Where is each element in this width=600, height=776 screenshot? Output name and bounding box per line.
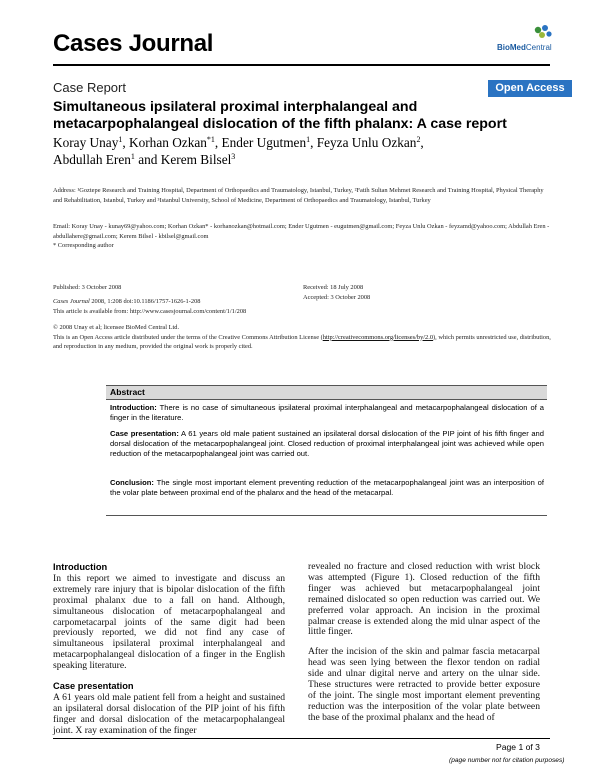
abstract-case-presentation	[110, 429, 544, 459]
header-rule	[53, 64, 550, 66]
accepted-date: Accepted: 3 October 2008	[303, 293, 371, 301]
received-date: Received: 18 July 2008	[303, 284, 364, 291]
author-name: Korhan Ozkan	[129, 135, 207, 150]
author-name: Feyza Unlu Ozkan	[316, 135, 417, 150]
author-affiliation: 2	[416, 135, 421, 144]
abstract-label: Conclusion:	[110, 478, 154, 487]
copyright-line: © 2008 Unay et al; licensee BioMed Central Ltd.	[53, 324, 180, 331]
author-affiliation: 1	[306, 135, 311, 144]
abstract-heading: Abstract	[110, 387, 145, 397]
publisher-brand-suffix: Central	[525, 43, 552, 52]
abstract-text: The single most important element preventing reduction of the metacarpophalangeal joint was an interposition of the volar plate between proximal end of the phalanx and the head of the metacarpal.	[110, 478, 544, 497]
published-date: Published: 3 October 2008	[53, 284, 122, 291]
journal-title: Cases Journal	[53, 30, 214, 57]
citation-doi: 2008, 1:208 doi:10.1186/1757-1626-1-208	[89, 298, 201, 305]
publisher-name	[497, 43, 552, 52]
author-emails: Email: Koray Unay - kunay69@yahoo.com; Korhan Ozkan* - korhanozkan@hotmail.com; Ender Ugutmen - eugutmen@gmail.com; Feyza Unlu Ozkan - feyzamd@yahoo.com; Abdullah Eren - abdullahere@gmail.com; Kerem Bilsel - kbilsel@gmail.com	[53, 223, 550, 240]
body-right-column	[308, 562, 540, 733]
license-block	[53, 323, 558, 352]
corresponding-author-note: * Corresponding author	[53, 242, 114, 249]
surgery-paragraph: After the incision of the skin and palmar fascia metacarpal head was seen lying between the flexor tendon on radial side and ulnar digital nerve and artery on the ulnar side. These structures were retracted to provide better exposure of the joint. The single most important element preventing reduction was the interposition of the volar plate between the base of the proximal phalanx and the head of	[308, 646, 540, 723]
license-line	[53, 333, 558, 352]
license-link[interactable]: http://creativecommons.org/licenses/by/2.0	[322, 333, 434, 341]
author-affiliation: 1	[118, 135, 123, 144]
abstract-header	[106, 385, 547, 400]
license-text-pre: This is an Open Access article distributed under the terms of the Creative Commons Attribution License (	[53, 333, 323, 341]
license-text-post: ), which permits unrestricted use, distribution, and reproduction in any medium, provided the original work is properly cited.	[53, 333, 551, 351]
abstract-conclusion	[110, 478, 544, 498]
abstract-label: Introduction:	[110, 403, 157, 412]
page-number-note: (page number not for citation purposes)	[449, 757, 565, 764]
author-name: Koray Unay	[53, 135, 119, 150]
abstract-divider	[106, 399, 547, 400]
section-heading-case-presentation: Case presentation	[53, 681, 134, 692]
publisher-brand: BioMed	[497, 43, 526, 52]
author-name: Kerem Bilsel	[160, 152, 232, 167]
citation-line	[53, 297, 553, 307]
author-affiliation: 1	[130, 152, 135, 161]
author-name: Ender Ugutmen	[221, 135, 307, 150]
author-affiliation: *1	[206, 135, 215, 144]
section-heading-introduction: Introduction	[53, 562, 108, 572]
citation-block	[53, 297, 553, 316]
introduction-paragraph: In this report we aimed to investigate and discuss an extremely rare injury that is bipolar dislocation of the fifth proximal phalanx due to a fall on hand. Although, simultaneous dislocation of metacarpophalangeal and carpometacarpal joints of the same digit had been previously reported, we did not find any case of simultaneous ipsilateral proximal interphalangeal and metacarpophalangeal dislocation of a finger in the English speaking literature.	[53, 572, 285, 672]
author-addresses: Address: ¹Goztepe Research and Training Hospital, Department of Orthopaedics and Traumatology, Istanbul, Turkey, ²Fatih Sultan Mehmet Research and Training Hospital, Physical Theraphy and Rehabilitation, Istanbul, Turkey and ³Istanbul University, School of Medicine, Department of Orthopaedics and Traumatology, Istanbul, Turkey	[53, 187, 544, 204]
open-access-badge: Open Access	[488, 80, 572, 97]
case-continuation-paragraph: revealed no fracture and closed reduction with wrist block was attempted (Figure 1). Closed reduction of the fifth finger was achieved but metacarpophalangeal joint remained dislocated so open reduction was carried out. We preferred volar approach. An incision in the proximal palmar crease is extended along the mid ulnar aspect of the little finger.	[308, 561, 540, 638]
article-type: Case Report	[53, 80, 126, 95]
case-presentation-paragraph: A 61 years old male patient fell from a height and sustained an ipsilateral dorsal dislocation of the PIP joint of his fifth finger and dorsal dislocation of the metacarpophalangeal joint. X ray examination of the finger	[53, 691, 285, 736]
abstract-bottom-rule	[106, 515, 547, 516]
abstract-label: Case presentation:	[110, 429, 179, 438]
abstract-text: There is no case of simultaneous ipsilateral proximal interphalangeal and metacarpophalangeal dislocation of a finger in the literature.	[110, 403, 544, 422]
abstract-introduction	[110, 403, 544, 423]
body-left-column	[53, 562, 285, 746]
article-title: Simultaneous ipsilateral proximal interphalangeal and metacarpophalangeal dislocation of the fifth phalanx: A case report	[53, 99, 507, 132]
footer-rule	[53, 738, 550, 739]
author-affiliation: 3	[231, 152, 236, 161]
abstract-text: A 61 years old male patient sustained an ipsilateral dorsal dislocation of the PIP joint of his fifth finger and dorsal dislocation of the metacarpophalangeal joint. Closed reduction of proximal interphalangeal joint was achieved while open reduction of the metacarpophalangeal joint was carried out.	[110, 429, 544, 458]
availability-line[interactable]: This article is available from: http://www.casesjournal.com/content/1/1/208	[53, 307, 247, 315]
citation-journal: Cases Journal	[53, 298, 90, 305]
author-list: Koray Unay$^1$, Korhan Ozkan$^{*1}$, Ender Ugutmen$^1$, Feyza Unlu Ozkan$^2$, Abdullah Eren$^1$ and Kerem Bilsel$^3$	[53, 135, 424, 167]
author-name: Abdullah Eren	[53, 152, 131, 167]
page-number: Page 1 of 3	[496, 742, 540, 752]
